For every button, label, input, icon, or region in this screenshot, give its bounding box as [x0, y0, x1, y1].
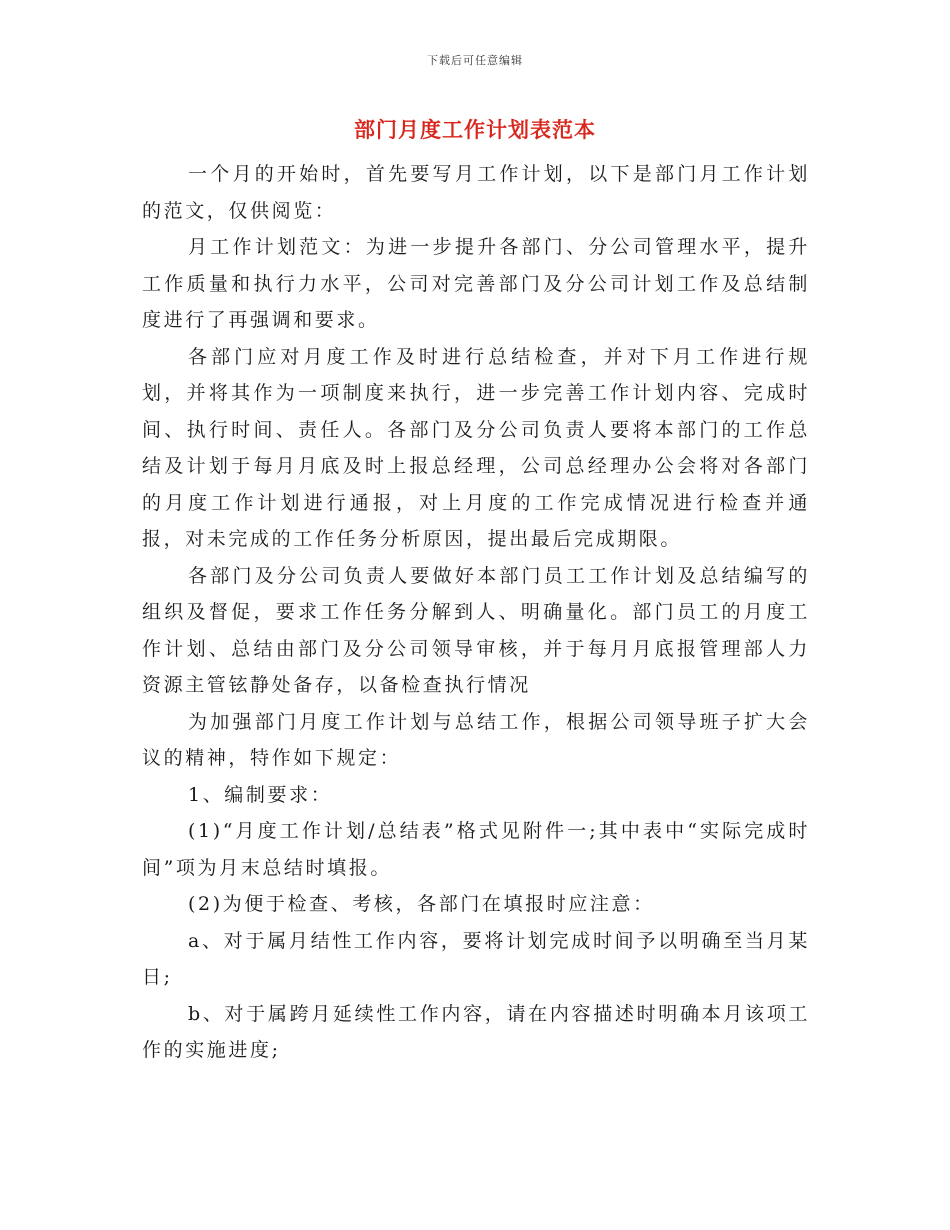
document-body	[142, 156, 810, 1069]
paragraph-staff-plans: 各部门及分公司负责人要做好本部门员工工作计划及总结编写的组织及督促，要求工作任务分解到人、明确量化。部门员工的月度工作计划、总结由部门及分公司领导审核，并于每月月底报管理部人力资源主管铉静处备存，以备检查执行情况	[142, 564, 810, 696]
paragraph-department-review: 各部门应对月度工作及时进行总结检查，并对下月工作进行规划，并将其作为一项制度来执行，进一步完善工作计划内容、完成时间、执行时间、责任人。各部门及分公司负责人要将本部门的工作总结及计划于每月月底及时上报总经理，公司总经理办公会将对各部门的月度工作计划进行通报，对上月度的工作完成情况进行检查并通报，对未完成的工作任务分析原因，提出最后完成期限。	[142, 345, 810, 550]
page-header-note: 下载后可任意编辑	[427, 54, 523, 67]
paragraph-regulation-intro: 为加强部门月度工作计划与总结工作，根据公司领导班子扩大会议的精神，特作如下规定：	[142, 710, 810, 769]
paragraph-item-1: (1)“月度工作计划/总结表”格式见附件一;其中表中“实际完成时间”项为月末总结时填报。	[142, 820, 810, 879]
paragraph-item-2: (2)为便于检查、考核，各部门在填报时应注意：	[188, 893, 655, 915]
document-title: 部门月度工作计划表范本	[354, 117, 596, 142]
paragraph-sample-plan: 月工作计划范文：为进一步提升各部门、分公司管理水平，提升工作质量和执行力水平，公司对完善部门及分公司计划工作及总结制度进行了再强调和要求。	[142, 236, 810, 331]
paragraph-section-1: 1、编制要求：	[188, 783, 333, 806]
paragraph-item-a: a、对于属月结性工作内容，要将计划完成时间予以明确至当月某日;	[142, 929, 810, 988]
paragraph-intro: 一个月的开始时，首先要写月工作计划，以下是部门月工作计划的范文，仅供阅览：	[142, 163, 810, 222]
paragraph-item-b: b、对于属跨月延续性工作内容，请在内容描述时明确本月该项工作的实施进度;	[142, 1002, 810, 1061]
